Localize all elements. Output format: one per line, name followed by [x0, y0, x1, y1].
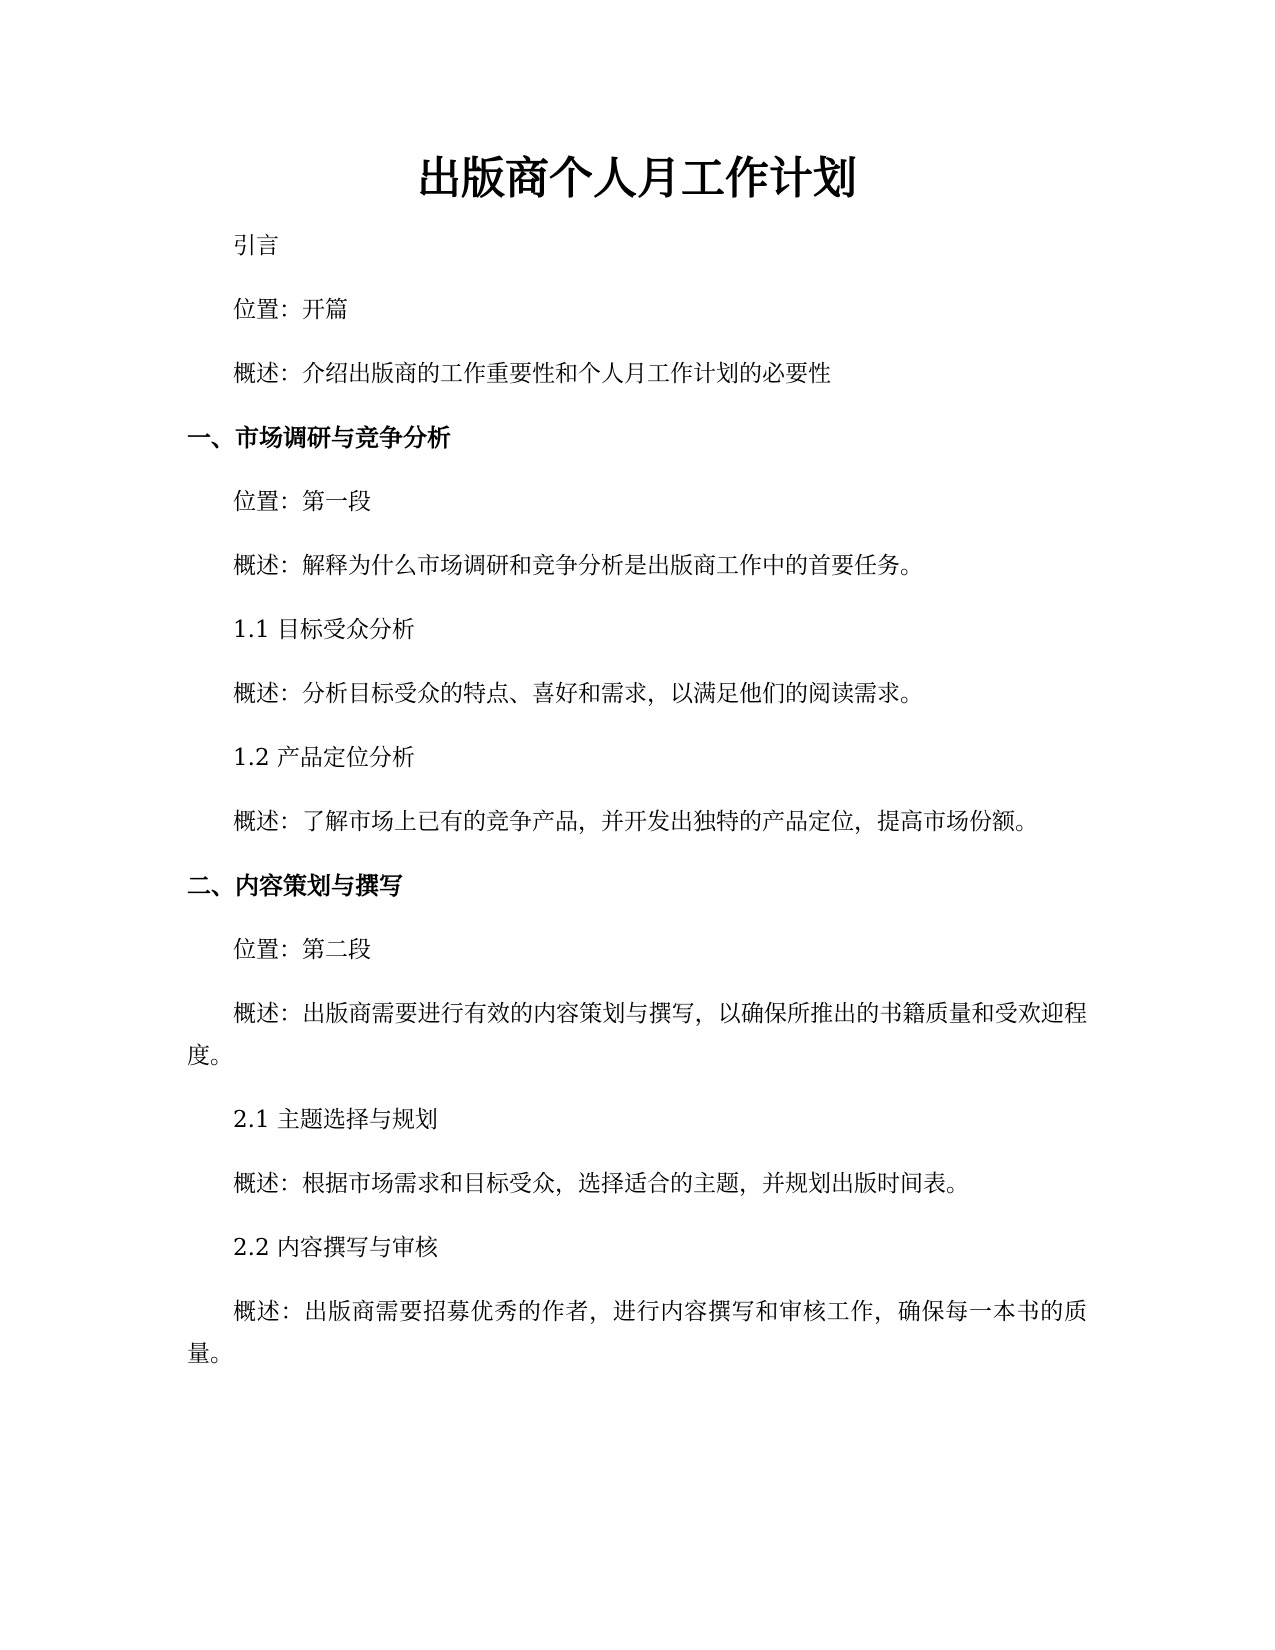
subsection-2-2-summary: 概述：出版商需要招募优秀的作者，进行内容撰写和审核工作，确保每一本书的质量。 — [187, 1299, 1087, 1367]
subsection-2-1-summary: 概述：根据市场需求和目标受众，选择适合的主题，并规划出版时间表。 — [233, 1171, 969, 1197]
intro-summary: 概述：介绍出版商的工作重要性和个人月工作计划的必要性 — [233, 361, 831, 387]
intro-position: 位置：开篇 — [233, 297, 348, 323]
subsection-1-1-summary: 概述：分析目标受众的特点、喜好和需求，以满足他们的阅读需求。 — [233, 681, 923, 707]
section-1-position: 位置：第一段 — [233, 489, 371, 515]
subsection-2-2-title: 2.2 内容撰写与审核 — [233, 1235, 438, 1261]
section-1-heading: 一、市场调研与竞争分析 — [187, 424, 451, 452]
section-2-summary: 概述：出版商需要进行有效的内容策划与撰写，以确保所推出的书籍质量和受欢迎程度。 — [187, 1001, 1087, 1069]
subsection-1-1-title: 1.1 目标受众分析 — [233, 617, 415, 643]
intro-label: 引言 — [233, 233, 279, 259]
document-body — [187, 147, 1087, 1397]
subsection-1-2-summary: 概述：了解市场上已有的竞争产品，并开发出独特的产品定位，提高市场份额。 — [233, 809, 1038, 835]
subsection-2-1-title: 2.1 主题选择与规划 — [233, 1107, 438, 1133]
document-title: 出版商个人月工作计划 — [417, 153, 857, 204]
section-1-summary: 概述：解释为什么市场调研和竞争分析是出版商工作中的首要任务。 — [233, 553, 923, 579]
section-2-heading: 二、内容策划与撰写 — [187, 872, 403, 900]
subsection-1-2-title: 1.2 产品定位分析 — [233, 745, 415, 771]
section-2-position: 位置：第二段 — [233, 937, 371, 963]
